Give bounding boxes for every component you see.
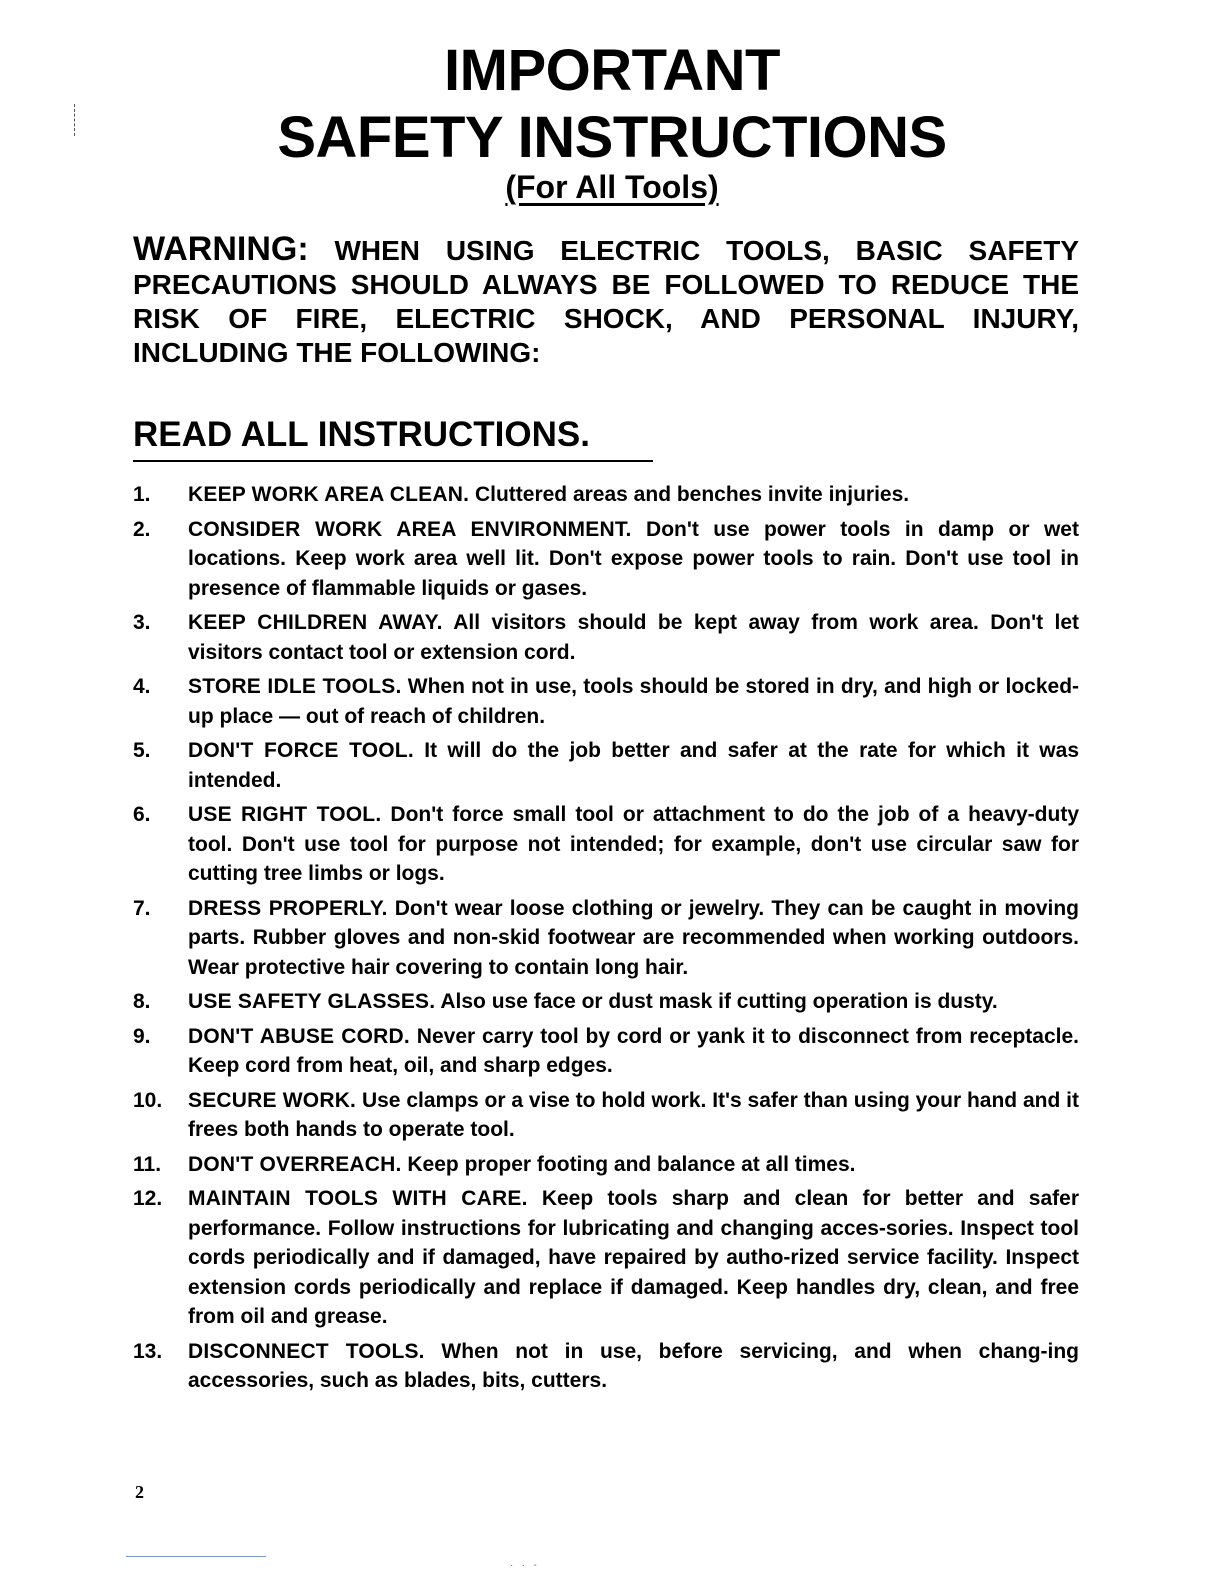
item-text: Also use face or dust mask if cutting operation is dusty. — [440, 990, 998, 1013]
item-text: Don't force small tool or attachment to do the job of a heavy-duty tool. Don't use tool for purpose not intended; for example, don't use circular saw for cutting tree limbs or logs. — [188, 803, 1079, 885]
instruction-item — [133, 1184, 1079, 1332]
footer-rule — [126, 1556, 266, 1557]
item-number: 2. — [133, 517, 151, 541]
item-number: 10. — [133, 1088, 163, 1112]
item-lead: MAINTAIN TOOLS WITH CARE. — [188, 1187, 528, 1210]
item-number: 8. — [133, 990, 151, 1013]
item-lead: SECURE WORK. — [188, 1088, 357, 1112]
item-number: 1. — [133, 483, 151, 506]
item-number: 3. — [133, 611, 151, 634]
item-lead: DISCONNECT TOOLS. — [188, 1339, 425, 1363]
item-text: Use clamps or a vise to hold work. It's safer than using your hand and it frees both hands to operate tool. — [188, 1088, 1079, 1141]
instruction-item — [133, 800, 1079, 889]
item-text: Never carry tool by cord or yank it to disconnect from receptacle. Keep cord from heat, oil, and sharp edges. — [188, 1024, 1079, 1077]
item-text: It will do the job better and safer at the rate for which it was intended. — [188, 739, 1080, 792]
instruction-item — [133, 480, 1079, 510]
page-subtitle — [0, 168, 1224, 206]
item-text: Cluttered areas and benches invite injuries. — [474, 483, 910, 506]
item-lead: CONSIDER WORK AREA ENVIRONMENT. — [188, 517, 632, 541]
item-lead: KEEP CHILDREN AWAY. — [188, 611, 443, 634]
page-title-line2: SAFETY INSTRUCTIONS — [277, 105, 947, 170]
instruction-item — [133, 987, 1079, 1017]
item-number: 5. — [133, 739, 151, 762]
item-text: Don't wear loose clothing or jewelry. They can be caught in moving parts. Rubber gloves and non-skid footwear are recommended when working outdoors. Wear protective hair covering to contain long hair. — [188, 896, 1079, 979]
item-lead: DON'T OVERREACH. — [188, 1152, 402, 1176]
subtitle-text: (For All Tools) — [505, 169, 719, 205]
item-number: 6. — [133, 803, 151, 826]
item-text: When not in use, tools should be stored in dry, and high or locked-up place — out of reach of children. — [188, 675, 1080, 728]
warning-block — [133, 232, 1079, 370]
item-number: 7. — [133, 896, 151, 920]
item-lead: USE SAFETY GLASSES. — [188, 990, 436, 1013]
instruction-item — [133, 736, 1079, 795]
item-text: Keep proper footing and balance at all times. — [407, 1152, 856, 1176]
scan-specks: · · - — [510, 1560, 537, 1571]
section-heading: READ ALL INSTRUCTIONS. — [133, 414, 653, 462]
instruction-item — [133, 1086, 1079, 1145]
item-lead: KEEP WORK AREA CLEAN. — [188, 483, 470, 506]
instruction-item — [133, 672, 1079, 731]
item-number: 11. — [133, 1152, 162, 1176]
item-text: All visitors should be kept away from work area. Don't let visitors contact tool or extension cord. — [188, 611, 1079, 664]
item-text: Keep tools sharp and clean for better and safer performance. Follow instructions for lubricating and changing acces-sories. Inspect tool cords periodically and if damaged, have repaired by autho-rized service facility. Inspect extension cords periodically and replace if damaged. Keep handles dry, clean, and free from oil and grease. — [188, 1187, 1079, 1328]
page-number: 2 — [135, 1482, 144, 1502]
instruction-item — [133, 1150, 1079, 1180]
warning-text: WHEN USING ELECTRIC TOOLS, BASIC SAFETY PRECAUTIONS SHOULD ALWAYS BE FOLLOWED TO REDUCE THE RISK OF FIRE, ELECTRIC SHOCK, AND PERSONAL INJURY, INCLUDING THE FOLLOWING: — [133, 235, 1080, 368]
instruction-list — [133, 480, 1079, 1401]
instruction-item — [133, 1337, 1079, 1396]
item-number: 9. — [133, 1024, 151, 1048]
item-number: 13. — [133, 1339, 163, 1363]
item-lead: DON'T ABUSE CORD. — [188, 1024, 410, 1048]
page-title-line1: IMPORTANT — [444, 38, 780, 103]
item-number: 4. — [133, 675, 151, 698]
item-lead: STORE IDLE TOOLS. — [188, 675, 402, 698]
item-text: Don't use power tools in damp or wet locations. Keep work area well lit. Don't expose power tools to rain. Don't use tool in presence of flammable liquids or gases. — [188, 517, 1079, 600]
item-lead: DON'T FORCE TOOL. — [188, 739, 414, 762]
instruction-item — [133, 1022, 1079, 1081]
instruction-item — [133, 894, 1079, 983]
item-number: 12. — [133, 1187, 163, 1210]
item-lead: USE RIGHT TOOL. — [188, 803, 382, 826]
item-text: When not in use, before servicing, and when chang-ing accessories, such as blades, bits, cutters. — [188, 1339, 1080, 1392]
warning-label: WARNING: — [133, 230, 309, 268]
instruction-item — [133, 515, 1079, 604]
item-lead: DRESS PROPERLY. — [188, 896, 388, 920]
instruction-item — [133, 608, 1079, 667]
